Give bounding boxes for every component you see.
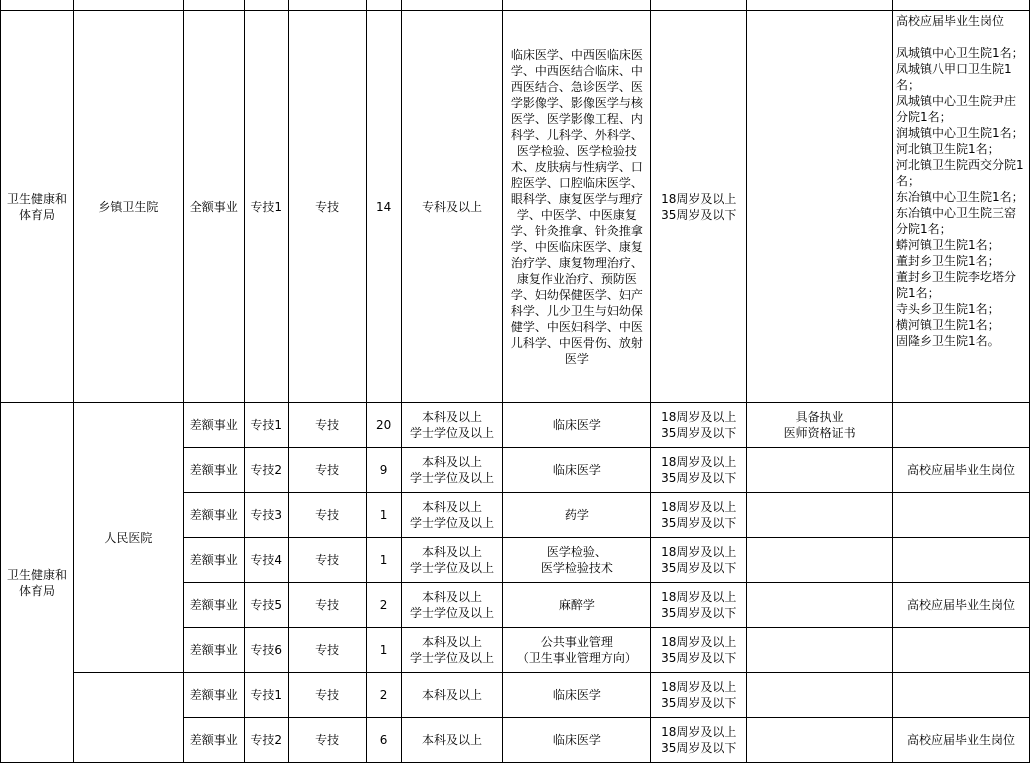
- note-cell: [893, 673, 1030, 718]
- education-cell: 本科及以上 学士学位及以上: [401, 628, 503, 673]
- requirement-cell: [747, 583, 893, 628]
- age-cell: 18周岁及以上 35周岁及以下: [651, 583, 747, 628]
- count-cell: 2: [366, 583, 401, 628]
- category-cell: 专技: [288, 628, 366, 673]
- note-cell: [893, 493, 1030, 538]
- note-cell: [893, 403, 1030, 448]
- note-cell: 高校应届毕业生岗位: [893, 448, 1030, 493]
- note-cell: [893, 538, 1030, 583]
- post-cell: 专技1: [244, 403, 288, 448]
- requirement-cell: [747, 673, 893, 718]
- funding-cell: 差额事业: [183, 493, 244, 538]
- requirement-cell: [747, 538, 893, 583]
- post-cell: 专技3: [244, 493, 288, 538]
- post-cell: 专技6: [244, 628, 288, 673]
- major-cell: 临床医学: [503, 718, 651, 763]
- post-cell: 专技1: [244, 673, 288, 718]
- note-cell: 高校应届毕业生岗位 凤城镇中心卫生院1名； 凤城镇八甲口卫生院1名； 凤城镇中心卫生院尹庄分院1名； 润城镇中心卫生院1名； 河北镇卫生院1名； 河北镇卫生院西交分院1名； 东冶镇中心卫生院1名； 东冶镇中心卫生院三窑分院1名； 蟒河镇卫生院1名； 董封乡卫生院1名； 董封乡卫生院李圪塔分院1名； 寺头乡卫生院1名； 横河镇卫生院1名； 固隆乡卫生院1名。: [893, 11, 1030, 403]
- department-cell: 卫生健康和 体育局: [1, 403, 74, 763]
- table-row: [1, 403, 1030, 448]
- unit-cell: [73, 673, 183, 763]
- category-cell: 专技: [288, 11, 366, 403]
- requirement-cell: [747, 628, 893, 673]
- note-cell: [893, 628, 1030, 673]
- requirement-cell: [747, 493, 893, 538]
- major-cell: 临床医学: [503, 448, 651, 493]
- age-cell: 18周岁及以上 35周岁及以下: [651, 403, 747, 448]
- funding-cell: 差额事业: [183, 673, 244, 718]
- count-cell: 2: [366, 673, 401, 718]
- education-cell: 专科及以上: [401, 11, 503, 403]
- education-cell: 本科及以上 学士学位及以上: [401, 583, 503, 628]
- count-cell: 14: [366, 11, 401, 403]
- post-cell: 专技5: [244, 583, 288, 628]
- note-cell: 高校应届毕业生岗位: [893, 718, 1030, 763]
- count-cell: 1: [366, 628, 401, 673]
- category-cell: 专技: [288, 538, 366, 583]
- funding-cell: 差额事业: [183, 628, 244, 673]
- funding-cell: 差额事业: [183, 583, 244, 628]
- note-cell: 高校应届毕业生岗位: [893, 583, 1030, 628]
- funding-cell: 差额事业: [183, 448, 244, 493]
- category-cell: 专技: [288, 673, 366, 718]
- unit-cell: 人民医院: [73, 403, 183, 673]
- major-cell: 药学: [503, 493, 651, 538]
- major-cell: 临床医学: [503, 403, 651, 448]
- category-cell: 专技: [288, 583, 366, 628]
- count-cell: 1: [366, 538, 401, 583]
- count-cell: 9: [366, 448, 401, 493]
- education-cell: 本科及以上 学士学位及以上: [401, 403, 503, 448]
- age-cell: 18周岁及以上 35周岁及以下: [651, 673, 747, 718]
- count-cell: 1: [366, 493, 401, 538]
- requirement-cell: [747, 11, 893, 403]
- major-cell: 医学检验、 医学检验技术: [503, 538, 651, 583]
- age-cell: 18周岁及以上 35周岁及以下: [651, 538, 747, 583]
- education-cell: 本科及以上 学士学位及以上: [401, 538, 503, 583]
- funding-cell: 差额事业: [183, 538, 244, 583]
- post-cell: 专技2: [244, 448, 288, 493]
- post-cell: 专技1: [244, 11, 288, 403]
- age-cell: 18周岁及以上 35周岁及以下: [651, 11, 747, 403]
- category-cell: 专技: [288, 403, 366, 448]
- count-cell: 20: [366, 403, 401, 448]
- category-cell: 专技: [288, 493, 366, 538]
- education-cell: 本科及以上: [401, 718, 503, 763]
- age-cell: 18周岁及以上 35周岁及以下: [651, 718, 747, 763]
- major-cell: 临床医学: [503, 673, 651, 718]
- requirement-cell: 具备执业 医师资格证书: [747, 403, 893, 448]
- education-cell: 本科及以上: [401, 673, 503, 718]
- table-row: [1, 673, 1030, 718]
- education-cell: 本科及以上 学士学位及以上: [401, 493, 503, 538]
- category-cell: 专技: [288, 448, 366, 493]
- table-row-township-hospital: [1, 11, 1030, 403]
- funding-cell: 全额事业: [183, 11, 244, 403]
- funding-cell: 差额事业: [183, 718, 244, 763]
- major-cell: 麻醉学: [503, 583, 651, 628]
- age-cell: 18周岁及以上 35周岁及以下: [651, 448, 747, 493]
- age-cell: 18周岁及以上 35周岁及以下: [651, 493, 747, 538]
- department-cell: 卫生健康和 体育局: [1, 11, 74, 403]
- education-cell: 本科及以上 学士学位及以上: [401, 448, 503, 493]
- funding-cell: 差额事业: [183, 403, 244, 448]
- category-cell: 专技: [288, 718, 366, 763]
- post-cell: 专技2: [244, 718, 288, 763]
- major-cell: 临床医学、中西医临床医学、中西医结合临床、中西医结合、急诊医学、医学影像学、影像医学与核医学、医学影像工程、内科学、儿科学、外科学、医学检验、医学检验技术、皮肤病与性病学、口腔医学、口腔临床医学、眼科学、康复医学与理疗学、中医学、中医康复学、针灸推拿、针灸推拿学、中医临床医学、康复治疗学、康复物理治疗、康复作业治疗、预防医学、妇幼保健医学、妇产科学、儿少卫生与妇幼保健学、中医妇科学、中医儿科学、中医骨伤、放射医学: [503, 11, 651, 403]
- unit-cell: 乡镇卫生院: [73, 11, 183, 403]
- age-cell: 18周岁及以上 35周岁及以下: [651, 628, 747, 673]
- post-cell: 专技4: [244, 538, 288, 583]
- requirement-cell: [747, 448, 893, 493]
- major-cell: 公共事业管理 （卫生事业管理方向）: [503, 628, 651, 673]
- table-row-cut-top: [1, 0, 1030, 11]
- requirement-cell: [747, 718, 893, 763]
- count-cell: 6: [366, 718, 401, 763]
